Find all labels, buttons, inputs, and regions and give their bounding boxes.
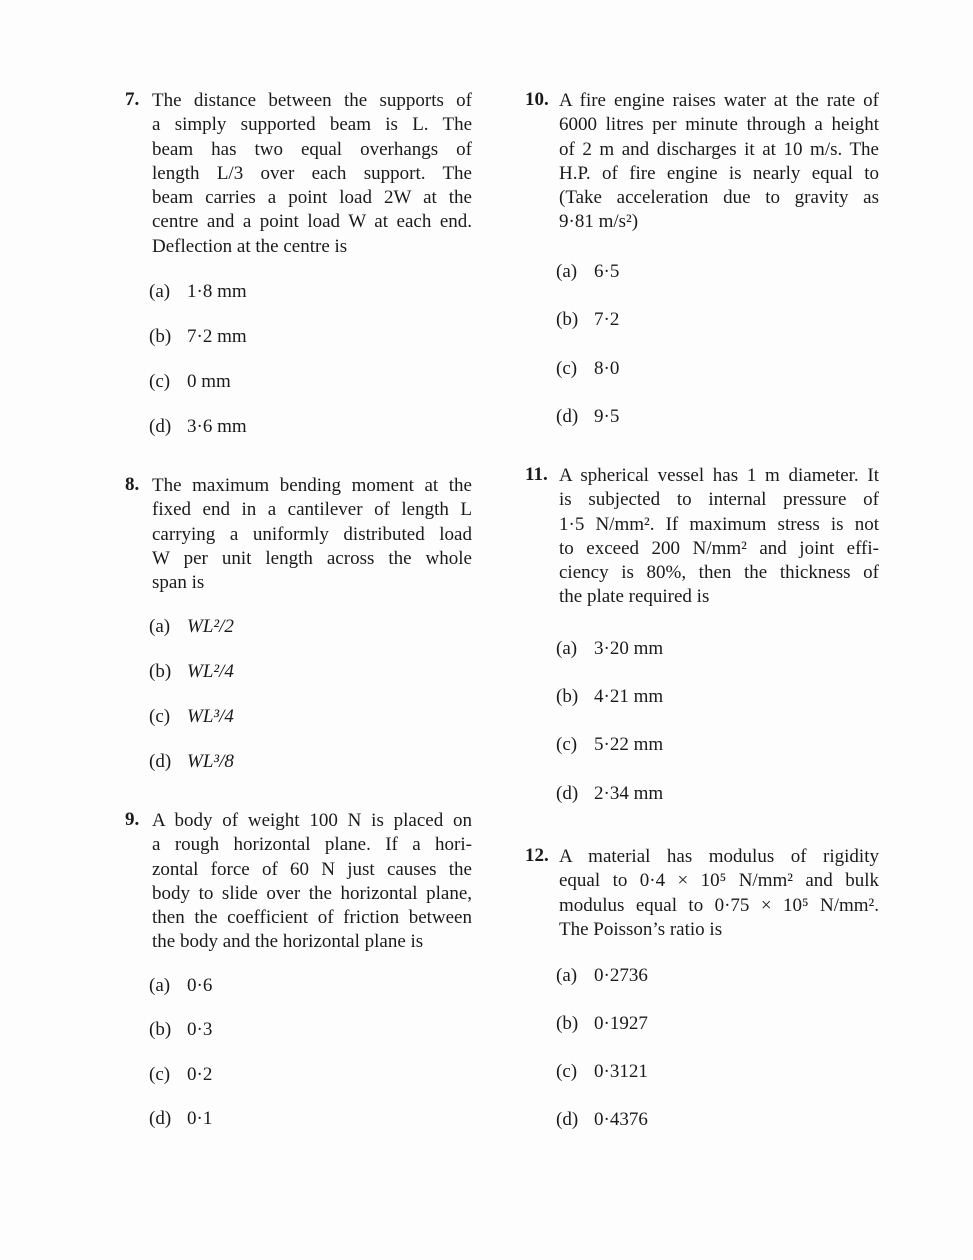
question-8 [125, 474, 472, 595]
question-text-line: A fire engine raises water at the rate of [559, 90, 879, 111]
option-label: (d) [149, 751, 172, 772]
option-text: 0·3 [187, 1019, 213, 1040]
option-label: (c) [149, 371, 171, 392]
question-text-line: is subjected to internal pressure of [559, 489, 879, 511]
question-text-line: beam has two equal overhangs of [152, 138, 472, 160]
option-text: 0·6 [187, 975, 213, 996]
answer-option [149, 1107, 212, 1131]
answer-option [556, 733, 663, 757]
option-label: (d) [149, 416, 172, 437]
answer-option [556, 637, 663, 661]
option-label: (c) [556, 358, 578, 379]
answer-option [556, 357, 619, 381]
question-text-line: A spherical vessel has 1 m diameter. It [559, 465, 879, 486]
question-text-line: of 2 m and discharges it at 10 m/s. The [559, 138, 879, 160]
question-text-line: carrying a uniformly distributed load [152, 523, 472, 545]
question-text-line: beam carries a point load 2W at the [152, 187, 472, 209]
answer-option [556, 308, 619, 332]
option-text: 1·8 mm [187, 281, 247, 302]
question-number: 10. [525, 89, 549, 110]
answer-option [149, 660, 234, 684]
option-label: (d) [556, 406, 579, 427]
option-text: 0·2 [187, 1064, 213, 1085]
question-number: 9. [125, 809, 140, 830]
question-text-line: A material has modulus of rigidity [559, 846, 879, 867]
question-text-line: fixed end in a cantilever of length L [152, 499, 472, 521]
answer-option [556, 1012, 648, 1036]
option-label: (b) [149, 661, 172, 682]
option-label: (c) [149, 706, 171, 727]
answer-option [149, 615, 234, 639]
option-label: (a) [556, 965, 578, 986]
option-text: WL³/4 [187, 706, 234, 727]
option-label: (c) [556, 1061, 578, 1082]
option-text: 9·5 [594, 406, 620, 427]
option-text: WL³/8 [187, 751, 234, 772]
option-text: 3·20 mm [594, 638, 664, 659]
question-12 [525, 845, 879, 942]
answer-option [556, 685, 663, 709]
answer-option [556, 782, 663, 806]
question-10 [525, 89, 879, 235]
answer-option [149, 325, 247, 349]
option-text: 8·0 [594, 358, 620, 379]
option-text: 0·1 [187, 1108, 213, 1129]
question-text-line: (Take acceleration due to gravity as [559, 187, 879, 209]
option-text: 3·6 mm [187, 416, 247, 437]
question-text-line: zontal force of 60 N just causes the [152, 858, 472, 880]
option-label: (b) [556, 1013, 579, 1034]
option-text: 0 mm [187, 371, 231, 392]
question-text-line: The maximum bending moment at the [152, 475, 472, 496]
question-text-line: then the coefficient of friction between [152, 907, 472, 929]
question-text-line: body to slide over the horizontal plane, [152, 882, 472, 904]
answer-option [149, 415, 247, 439]
question-text-line: the plate required is [559, 586, 710, 608]
question-text-line: 1·5 N/mm². If maximum stress is not [559, 513, 879, 535]
option-text: WL²/4 [187, 661, 234, 682]
question-text-line: W per unit length across the whole [152, 547, 472, 569]
question-text-line: 6000 litres per minute through a height [559, 114, 879, 136]
answer-option [556, 1108, 648, 1132]
option-text: 6·5 [594, 261, 620, 282]
answer-option [149, 1063, 212, 1087]
question-text-line: modulus equal to 0·75 × 10⁵ N/mm². [559, 894, 879, 916]
question-text-line: A body of weight 100 N is placed on [152, 810, 472, 831]
option-text: 0·2736 [594, 965, 648, 986]
answer-option [149, 750, 234, 774]
option-label: (a) [149, 975, 171, 996]
option-text: 0·3121 [594, 1061, 648, 1082]
option-label: (a) [149, 616, 171, 637]
question-text-line: to exceed 200 N/mm² and joint effi- [559, 537, 879, 559]
option-label: (a) [149, 281, 171, 302]
question-text-line: centre and a point load W at each end. [152, 211, 472, 233]
question-text-line: span is [152, 572, 205, 594]
answer-option [149, 705, 234, 729]
option-text: 0·4376 [594, 1109, 648, 1130]
question-text-line: 9·81 m/s²) [559, 211, 639, 233]
answer-option [149, 974, 212, 998]
option-text: 0·1927 [594, 1013, 648, 1034]
option-label: (b) [149, 326, 172, 347]
question-text-line: the body and the horizontal plane is [152, 931, 424, 953]
question-number: 8. [125, 474, 140, 495]
answer-option [556, 405, 619, 429]
question-text-line: a simply supported beam is L. The [152, 114, 472, 136]
answer-option [149, 280, 247, 304]
question-text-line: equal to 0·4 × 10⁵ N/mm² and bulk [559, 870, 879, 892]
option-text: 2·34 mm [594, 783, 664, 804]
question-text-line: H.P. of fire engine is nearly equal to [559, 162, 879, 184]
option-text: 7·2 mm [187, 326, 247, 347]
option-label: (d) [556, 783, 579, 804]
question-9 [125, 809, 472, 955]
option-label: (d) [149, 1108, 172, 1129]
option-label: (a) [556, 261, 578, 282]
question-11 [525, 464, 879, 610]
option-label: (c) [556, 734, 578, 755]
option-text: 5·22 mm [594, 734, 664, 755]
question-text-line: ciency is 80%, then the thickness of [559, 562, 879, 584]
option-text: 4·21 mm [594, 686, 664, 707]
answer-option [556, 1060, 648, 1084]
question-text-line: a rough horizontal plane. If a hori- [152, 834, 472, 856]
option-label: (b) [556, 686, 579, 707]
question-text-line: The distance between the supports of [152, 90, 472, 111]
question-number: 7. [125, 89, 140, 110]
option-label: (b) [556, 309, 579, 330]
answer-option [556, 964, 648, 988]
answer-option [149, 1018, 212, 1042]
option-label: (d) [556, 1109, 579, 1130]
option-label: (a) [556, 638, 578, 659]
option-label: (b) [149, 1019, 172, 1040]
question-text-line: The Poisson’s ratio is [559, 918, 723, 940]
question-7 [125, 89, 472, 259]
option-text: 7·2 [594, 309, 620, 330]
option-label: (c) [149, 1064, 171, 1085]
question-text-line: length L/3 over each support. The [152, 162, 472, 184]
answer-option [149, 370, 231, 394]
answer-option [556, 260, 619, 284]
question-number: 12. [525, 845, 549, 866]
question-number: 11. [525, 464, 548, 485]
question-text-line: Deflection at the centre is [152, 235, 348, 257]
option-text: WL²/2 [187, 616, 234, 637]
